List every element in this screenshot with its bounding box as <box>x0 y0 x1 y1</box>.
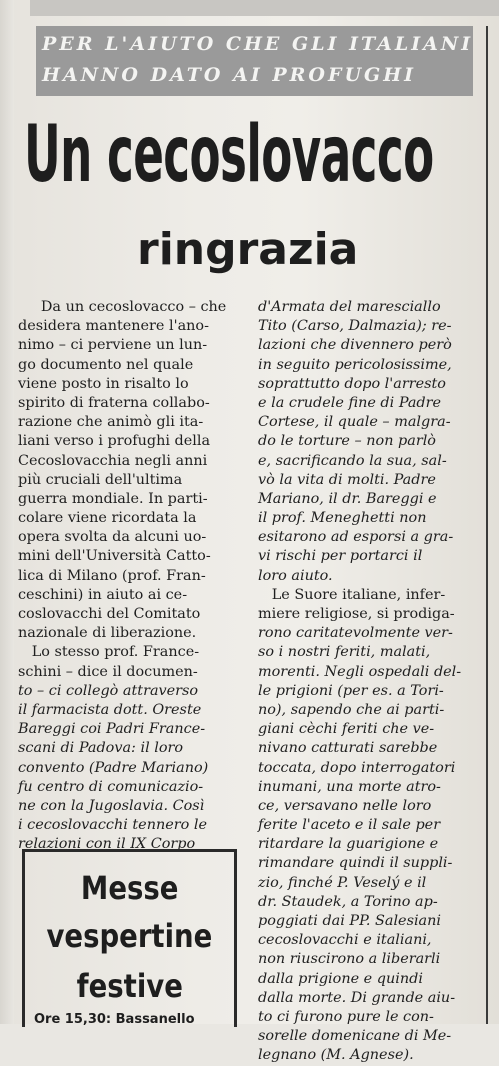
text-line: guerra mondiale. In parti- <box>18 490 208 507</box>
text-line: Cortese, il quale – malgra- <box>258 414 451 431</box>
text-line: relazioni con il IX Corpo <box>18 836 196 853</box>
text-line: desidera mantenere l'ano- <box>18 318 209 335</box>
text-line: Da un cecoslovacco – che <box>18 299 227 315</box>
text-line: nivano catturati sarebbe <box>258 740 438 757</box>
text-line: vi rischi per portarci il <box>258 548 423 565</box>
text-line: Cecoslovacchia negli anni <box>18 452 208 469</box>
text-line: il prof. Meneghetti non <box>258 510 427 527</box>
text-line: toccata, dopo interrogatori <box>258 759 456 776</box>
text-line: ferite l'aceto e il sale per <box>258 817 441 834</box>
text-line: dr. Staudek, a Torino ap- <box>258 893 438 910</box>
text-line: più cruciali dell'ultima <box>18 471 183 488</box>
text-line: Lo stesso prof. France- <box>18 644 200 661</box>
kicker-banner <box>36 26 473 96</box>
text-line: fu centro di comunicazio- <box>18 778 204 795</box>
page-edge <box>0 0 14 1024</box>
text-line: to – ci collegò attraverso <box>18 682 199 699</box>
text-line: rono caritatevolmente ver- <box>258 625 453 642</box>
text-line: lica di Milano (prof. Fran- <box>18 567 206 584</box>
text-line: ne con la Jugoslavia. Così <box>18 797 205 814</box>
text-line: ceschini) in aiuto ai ce- <box>18 586 188 603</box>
text-line: il farmacista dott. Oreste <box>18 701 202 718</box>
text-line: nazionale di liberazione. <box>18 625 197 642</box>
text-line: viene posto in risalto lo <box>18 375 189 392</box>
text-line: so i nostri feriti, malati, <box>258 644 431 661</box>
text-line: vò la vita di molti. Padre <box>258 471 436 488</box>
text-line: rimandare quindi il suppli- <box>258 855 453 872</box>
text-line: morenti. Negli ospedali del- <box>258 663 462 680</box>
text-line: legnano (M. Agnese). <box>258 1047 414 1064</box>
text-line: zio, finché P. Veselý e il <box>258 874 427 891</box>
text-line: non riuscirono a liberarli <box>258 951 441 968</box>
box-schedule-line: Ore 15,30: Bassanello <box>34 1012 195 1027</box>
text-line: Bareggi coi Padri France- <box>18 721 206 738</box>
text-line: nimo – ci perviene un lun- <box>18 337 208 354</box>
text-line: go documento nel quale <box>18 356 194 373</box>
text-line: coslovacchi del Comitato <box>18 606 201 622</box>
text-line: dalla morte. Di grande aiu- <box>258 989 456 1006</box>
text-line: giani cèchi feriti che ve- <box>258 721 435 738</box>
text-line: Mariano, il dr. Bareggi e <box>258 490 437 507</box>
text-line: convento (Padre Mariano) <box>18 759 209 776</box>
text-line: opera svolta da alcuni uo- <box>18 529 207 546</box>
text-line: to ci furono pure le con- <box>258 1008 434 1025</box>
text-line: liani verso i profughi della <box>18 433 211 450</box>
text-line: colare viene ricordata la <box>18 510 197 527</box>
text-line: ce, versavano nelle loro <box>258 797 432 814</box>
text-line: soprattutto dopo l'arresto <box>258 375 446 392</box>
text-line: poggiati dai PP. Salesiani <box>258 913 442 929</box>
top-rule <box>30 0 499 16</box>
text-line: esitarono ad esporsi a gra- <box>258 529 454 546</box>
text-line: i cecoslovacchi tennero le <box>18 817 207 834</box>
text-line: Tito (Carso, Dalmazia); re- <box>258 318 452 335</box>
text-line: loro aiuto. <box>258 567 333 584</box>
text-line: cecoslovacchi e italiani, <box>258 932 432 949</box>
text-line: sorelle domenicane di Me- <box>258 1028 452 1045</box>
article-column-right <box>258 298 482 1066</box>
kicker-line-1: PER L'AIUTO CHE GLI ITALIANI <box>42 33 474 55</box>
text-line: ritardare la guarigione e <box>258 836 439 853</box>
column-rule <box>486 26 488 1024</box>
text-line: scani di Padova: il loro <box>18 740 184 757</box>
text-line: no), sapendo che ai parti- <box>258 701 445 718</box>
subheadline: ringrazia <box>137 224 359 275</box>
text-line: dalla prigione e quindi <box>258 970 423 987</box>
text-line: miere religiose, si prodiga- <box>258 606 455 622</box>
text-line: in seguito pericolosissime, <box>258 356 452 373</box>
text-line: Le Suore italiane, infer- <box>258 586 446 603</box>
article-column-left <box>18 298 246 854</box>
text-line: d'Armata del maresciallo <box>258 299 441 315</box>
headline: Un cecoslovacco <box>24 110 434 200</box>
kicker-line-2: HANNO DATO AI PROFUGHI <box>42 64 417 86</box>
text-line: e, sacrificando la sua, sal- <box>258 452 447 469</box>
text-line: spirito di fraterna collabo- <box>18 394 210 411</box>
text-line: e la crudele fine di Padre <box>258 394 442 411</box>
text-line: razione che animò gli ita- <box>18 414 204 431</box>
text-line: inumani, una morte atro- <box>258 778 441 795</box>
box-title-line-1: Messe <box>80 869 179 907</box>
sidebar-box <box>22 849 237 1027</box>
text-line: lazioni che divennero però <box>258 337 452 354</box>
text-line: schini – dice il documen- <box>18 663 198 680</box>
text-line: le prigioni (per es. a Tori- <box>258 682 444 699</box>
box-title-line-3: festive <box>76 967 183 1005</box>
box-title-line-2: vespertine <box>46 917 213 955</box>
text-line: mini dell'Università Catto- <box>18 548 211 565</box>
text-line: do le torture – non parlò <box>258 433 436 450</box>
